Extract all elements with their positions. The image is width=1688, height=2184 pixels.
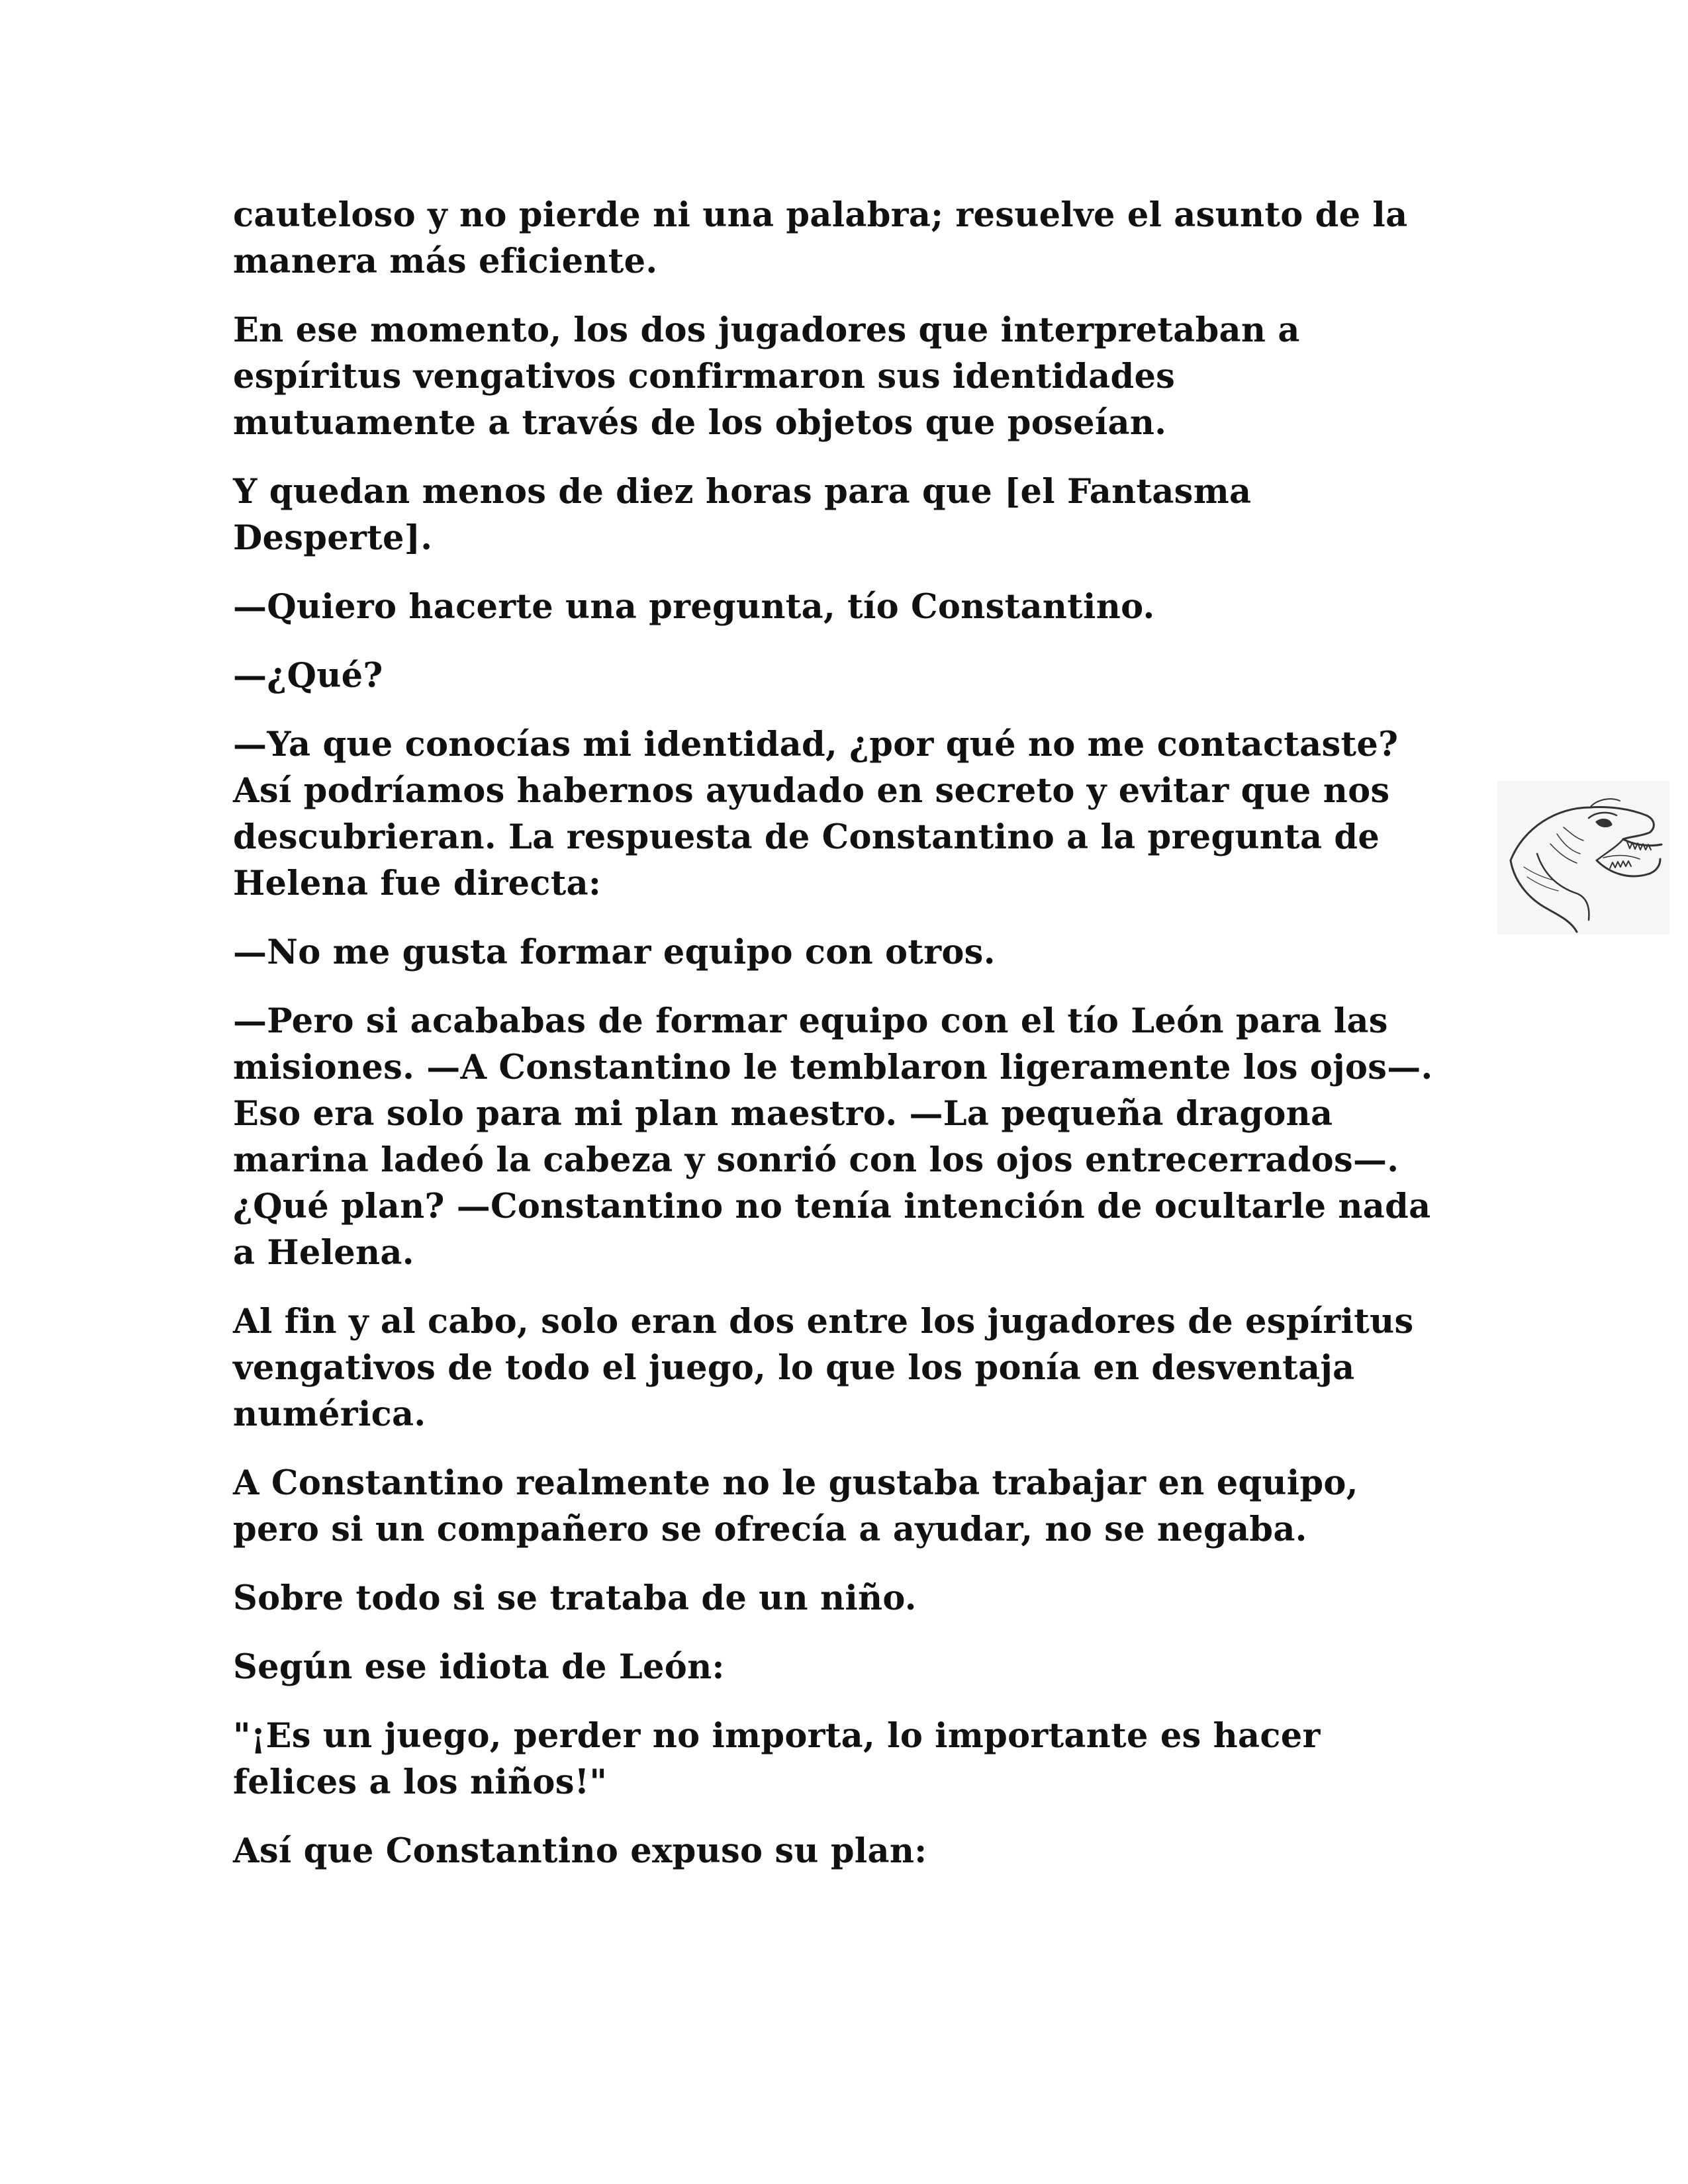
paragraph [233,1575,1477,1621]
text-line: —No me gusta formar equipo con otros. [233,933,996,972]
paragraph [233,469,1477,561]
text-line: Así que Constantino expuso su plan: [233,1831,927,1871]
text-line: pero si un compañero se ofrecía a ayudar, no se negaba. [233,1510,1307,1549]
paragraph [233,192,1477,285]
text-line: —Quiero hacerte una pregunta, tío Constantino. [233,587,1155,627]
paragraph [233,929,1477,976]
text-line: manera más eficiente. [233,242,658,281]
body-text [233,192,1477,1897]
text-line: numérica. [233,1394,426,1434]
text-line: espíritus vengativos confirmaron sus identidades [233,357,1176,396]
text-line: mutuamente a través de los objetos que poseían. [233,403,1167,443]
paragraph [233,1460,1477,1553]
paragraph [233,998,1477,1276]
text-line: Al fin y al cabo, solo eran dos entre los jugadores de espíritus [233,1302,1414,1342]
paragraph [233,307,1477,446]
paragraph [233,584,1477,630]
text-line: cauteloso y no pierde ni una palabra; resuelve el asunto de la [233,195,1408,235]
text-line: a Helena. [233,1233,414,1273]
paragraph [233,653,1477,699]
paragraph [233,721,1477,907]
text-line: Según ese idiota de León: [233,1647,725,1687]
text-line: —Ya que conocías mi identidad, ¿por qué no me contactaste? [233,725,1399,764]
paragraph [233,1644,1477,1690]
text-line: —Pero si acababas de formar equipo con el tío León para las [233,1001,1388,1041]
paragraph [233,1713,1477,1805]
paragraph [233,1298,1477,1437]
text-line: Desperte]. [233,518,433,558]
paragraph [233,1828,1477,1874]
text-line: marina ladeó la cabeza y sonrió con los ojos entrecerrados—. [233,1140,1399,1180]
text-line: —¿Qué? [233,656,383,696]
text-line: Helena fue directa: [233,864,602,903]
dinosaur-sketch-icon [1497,781,1669,934]
text-line: Eso era solo para mi plan maestro. —La pequeña dragona [233,1094,1333,1134]
text-line: "¡Es un juego, perder no importa, lo importante es hacer [233,1716,1321,1756]
text-line: felices a los niños!" [233,1762,608,1802]
text-line: Sobre todo si se trataba de un niño. [233,1578,917,1618]
text-line: Así podríamos habernos ayudado en secreto y evitar que nos [233,771,1390,811]
text-line: Y quedan menos de diez horas para que [el Fantasma [233,472,1252,512]
text-line: ¿Qué plan? —Constantino no tenía intención de ocultarle nada [233,1187,1431,1226]
text-line: descubrieran. La respuesta de Constantino a la pregunta de [233,817,1380,857]
text-line: vengativos de todo el juego, lo que los ponía en desventaja [233,1348,1355,1388]
text-line: A Constantino realmente no le gustaba trabajar en equipo, [233,1463,1358,1503]
text-line: En ese momento, los dos jugadores que interpretaban a [233,310,1300,350]
text-line: misiones. —A Constantino le temblaron ligeramente los ojos—. [233,1048,1433,1087]
